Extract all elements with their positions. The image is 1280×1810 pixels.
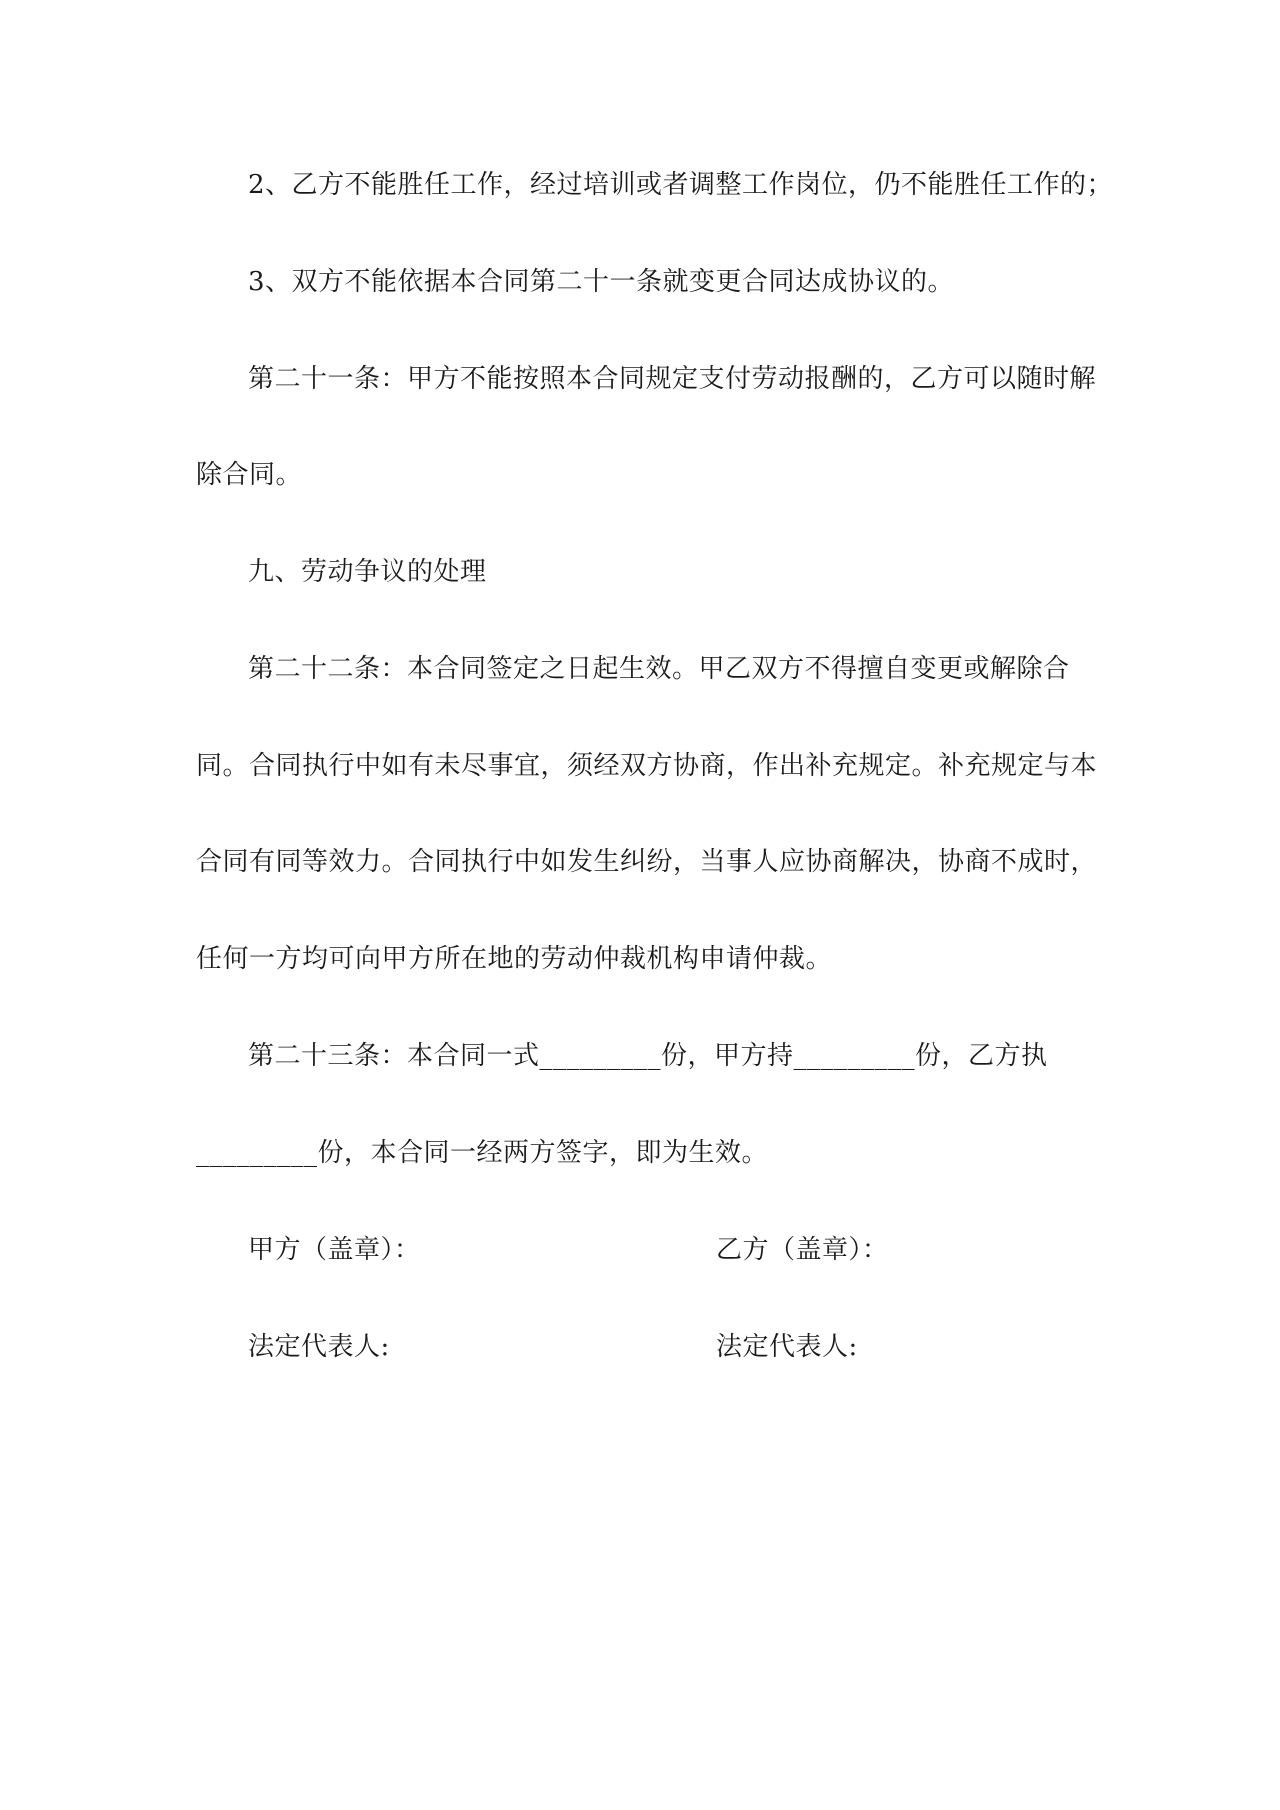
article-22-line-4: 任何一方均可向甲方所在地的劳动仲裁机构申请仲裁。	[196, 944, 833, 974]
party-a-representative-label: 法定代表人:	[248, 1332, 390, 1362]
section-heading-9: 九、劳动争议的处理	[248, 557, 487, 587]
clause-item-3: 3、双方不能依据本合同第二十一条就变更合同达成协议的。	[248, 267, 955, 297]
party-b-representative-label: 法定代表人:	[716, 1332, 858, 1362]
article-21-line-2: 除合同。	[196, 460, 303, 490]
article-22-line-1: 第二十二条：本合同签定之日起生效。甲乙双方不得擅自变更或解除合	[248, 654, 1070, 684]
clause-item-2: 2、乙方不能胜任工作，经过培训或者调整工作岗位，仍不能胜任工作的；	[248, 170, 1114, 200]
article-23-line-2: _________份，本合同一经两方签字，即为生效。	[196, 1138, 769, 1168]
article-21-line-1: 第二十一条：甲方不能按照本合同规定支付劳动报酬的，乙方可以随时解	[248, 364, 1097, 394]
article-22-line-3: 合同有同等效力。合同执行中如发生纠纷，当事人应协商解决，协商不成时，	[196, 847, 1098, 877]
party-b-seal-label: 乙方（盖章）：	[716, 1235, 889, 1265]
party-a-seal-label: 甲方（盖章）：	[248, 1235, 421, 1265]
article-22-line-2: 同。合同执行中如有未尽事宜，须经双方协商，作出补充规定。补充规定与本	[196, 751, 1098, 781]
article-23-line-1: 第二十三条：本合同一式_________份，甲方持_________份，乙方执	[248, 1041, 1048, 1071]
